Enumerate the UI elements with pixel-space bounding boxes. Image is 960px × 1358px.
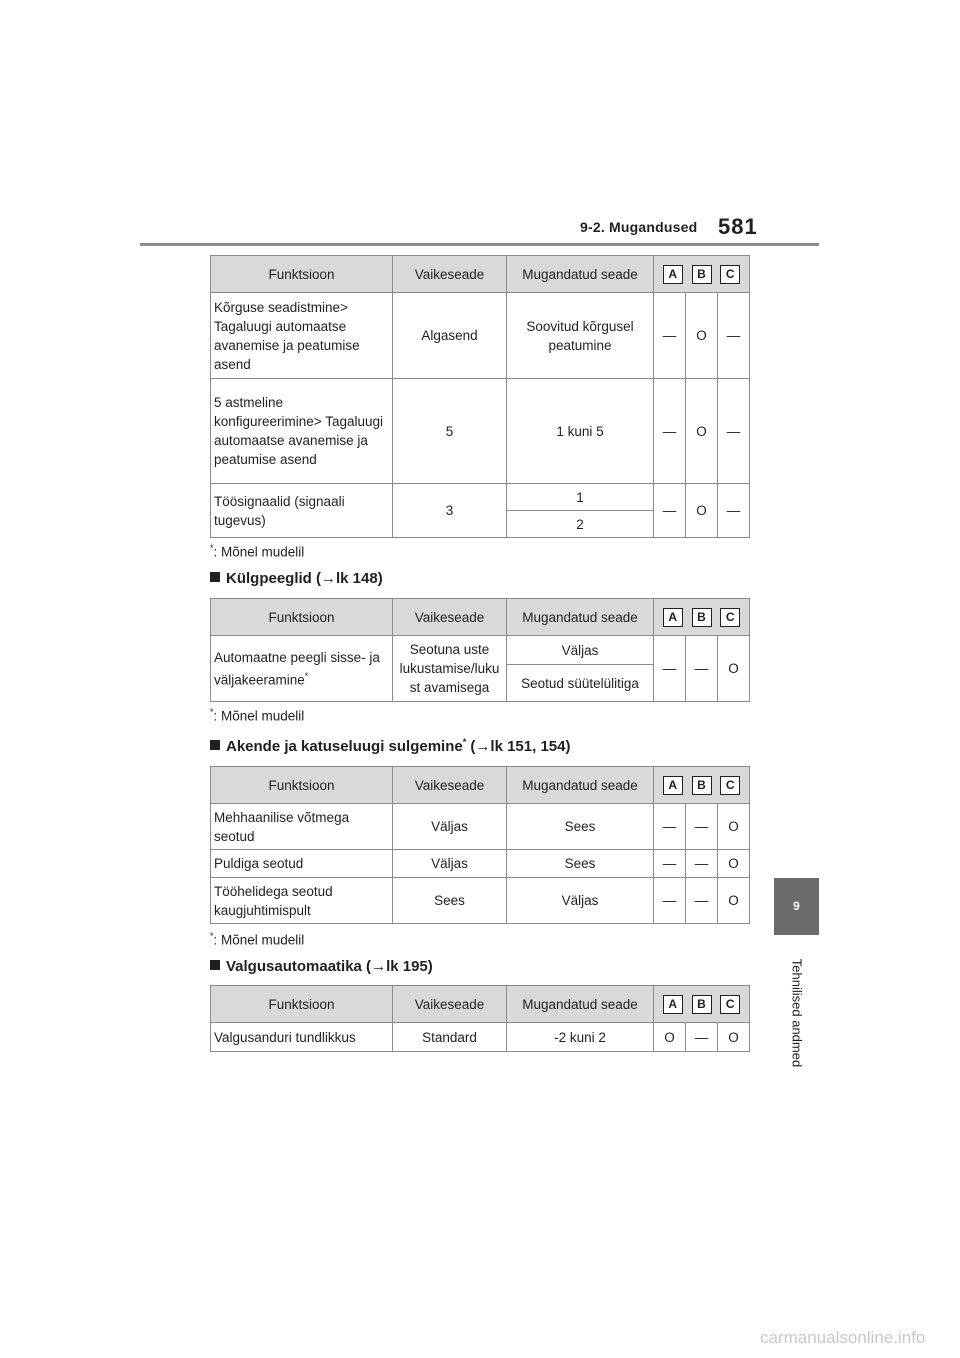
square-bullet-icon <box>210 960 220 970</box>
cell-custom: Väljas <box>507 878 654 924</box>
table-row <box>211 878 750 924</box>
col-header-vaikeseade: Vaikeseade <box>393 986 507 1023</box>
cell-func: Valgusanduri tundlikkus <box>211 1023 393 1052</box>
col-header-mugandatud: Mugandatud seade <box>507 599 654 636</box>
col-header-abc <box>654 767 750 804</box>
page-reference-link[interactable]: →lk 148) <box>321 570 383 587</box>
cell-c: O <box>718 878 750 924</box>
table-row <box>211 293 750 379</box>
header-divider <box>140 243 819 246</box>
col-header-abc <box>654 986 750 1023</box>
cell-custom: -2 kuni 2 <box>507 1023 654 1052</box>
cell-default: Seotuna uste lukustamise/luku st avamisega <box>393 636 507 702</box>
cell-custom: Seotud süütelülitiga <box>507 665 654 702</box>
footnote: *: Mõnel mudelil <box>210 543 305 560</box>
table-header-row <box>211 767 750 804</box>
method-a-icon: A <box>663 776 683 795</box>
square-bullet-icon <box>210 740 220 750</box>
method-c-icon: C <box>720 776 740 795</box>
method-c-icon: C <box>720 265 740 284</box>
cell-a: — <box>654 379 686 484</box>
col-header-funktsioon: Funktsioon <box>211 986 393 1023</box>
table-valgusautomaatika <box>210 985 750 1052</box>
col-header-funktsioon: Funktsioon <box>211 256 393 293</box>
cell-c: O <box>718 804 750 850</box>
cell-a: — <box>654 878 686 924</box>
chapter-tab[interactable]: 9 <box>774 878 819 935</box>
page-reference-link[interactable]: (→lk 151, 154) <box>466 738 571 755</box>
cell-b: O <box>686 484 718 538</box>
cell-custom: Väljas <box>507 636 654 665</box>
cell-func: 5 astmeline konfigureerimine> Tagaluugi automaatse avanemise ja peatumise asend <box>211 379 393 484</box>
cell-default: Algasend <box>393 293 507 379</box>
cell-c: O <box>718 1023 750 1052</box>
cell-func: Töösignaalid (signaali tugevus) <box>211 484 393 538</box>
cell-a: — <box>654 636 686 702</box>
section-heading: 9-2. Mugandused <box>580 219 698 235</box>
cell-a: — <box>654 804 686 850</box>
col-header-funktsioon: Funktsioon <box>211 599 393 636</box>
footnote: *: Mõnel mudelil <box>210 931 305 948</box>
cell-func: Kõrguse seadistmine> Tagaluugi automaatse avanemise ja peatumise asend <box>211 293 393 379</box>
table-header-row <box>211 986 750 1023</box>
col-header-funktsioon: Funktsioon <box>211 767 393 804</box>
cell-custom: 2 <box>507 511 654 538</box>
table-row <box>211 850 750 878</box>
cell-default: Väljas <box>393 850 507 878</box>
cell-c: — <box>718 484 750 538</box>
cell-custom: Sees <box>507 804 654 850</box>
method-b-icon: B <box>692 995 712 1014</box>
cell-c: O <box>718 850 750 878</box>
method-a-icon: A <box>663 265 683 284</box>
col-header-mugandatud: Mugandatud seade <box>507 256 654 293</box>
footnote: *: Mõnel mudelil <box>210 707 305 724</box>
method-a-icon: A <box>663 995 683 1014</box>
table-header-row <box>211 256 750 293</box>
cell-func: Tööhelidega seotud kaugjuhtimispult <box>211 878 393 924</box>
cell-b: O <box>686 293 718 379</box>
cell-default: Standard <box>393 1023 507 1052</box>
cell-default: Väljas <box>393 804 507 850</box>
col-header-vaikeseade: Vaikeseade <box>393 767 507 804</box>
table-akende <box>210 766 750 924</box>
cell-c: — <box>718 293 750 379</box>
section-title-akende: Akende ja katuseluugi sulgemine* (→lk 151, 154) <box>210 737 570 755</box>
chapter-title: Tehnilised andmed <box>789 958 805 1067</box>
page-reference-link[interactable]: →lk 195) <box>371 958 433 975</box>
cell-a: — <box>654 850 686 878</box>
cell-a: O <box>654 1023 686 1052</box>
cell-custom: Sees <box>507 850 654 878</box>
section-title-kulgpeeglid: Külgpeeglid (→lk 148) <box>210 570 383 587</box>
table-row <box>211 804 750 850</box>
method-b-icon: B <box>692 265 712 284</box>
cell-b: — <box>686 636 718 702</box>
cell-b: — <box>686 878 718 924</box>
cell-c: — <box>718 379 750 484</box>
method-c-icon: C <box>720 608 740 627</box>
method-b-icon: B <box>692 776 712 795</box>
table-row <box>211 379 750 484</box>
col-header-abc <box>654 256 750 293</box>
cell-func: Puldiga seotud <box>211 850 393 878</box>
table-tagaluuk <box>210 255 750 538</box>
square-bullet-icon <box>210 572 220 582</box>
col-header-mugandatud: Mugandatud seade <box>507 767 654 804</box>
cell-c: O <box>718 636 750 702</box>
col-header-vaikeseade: Vaikeseade <box>393 256 507 293</box>
table-kulgpeeglid <box>210 598 750 702</box>
col-header-vaikeseade: Vaikeseade <box>393 599 507 636</box>
cell-default: 3 <box>393 484 507 538</box>
cell-custom: 1 <box>507 484 654 511</box>
cell-func: Automaatne peegli sisse- ja väljakeeramine* <box>211 636 393 702</box>
method-a-icon: A <box>663 608 683 627</box>
cell-default: Sees <box>393 878 507 924</box>
watermark: carmanualsonline.info <box>760 1328 926 1347</box>
cell-a: — <box>654 293 686 379</box>
method-c-icon: C <box>720 995 740 1014</box>
method-b-icon: B <box>692 608 712 627</box>
chapter-title-vertical <box>782 945 812 1080</box>
col-header-mugandatud: Mugandatud seade <box>507 986 654 1023</box>
cell-b: — <box>686 804 718 850</box>
cell-a: — <box>654 484 686 538</box>
cell-b: O <box>686 379 718 484</box>
cell-custom: Soovitud kõrgusel peatumine <box>507 293 654 379</box>
table-row <box>211 484 750 511</box>
cell-custom: 1 kuni 5 <box>507 379 654 484</box>
table-header-row <box>211 599 750 636</box>
cell-default: 5 <box>393 379 507 484</box>
col-header-abc <box>654 599 750 636</box>
cell-b: — <box>686 850 718 878</box>
page-number: 581 <box>718 214 758 239</box>
cell-b: — <box>686 1023 718 1052</box>
table-row <box>211 636 750 665</box>
cell-func: Mehhaanilise võtmega seotud <box>211 804 393 850</box>
table-row <box>211 1023 750 1052</box>
section-title-valgus: Valgusautomaatika (→lk 195) <box>210 958 433 975</box>
